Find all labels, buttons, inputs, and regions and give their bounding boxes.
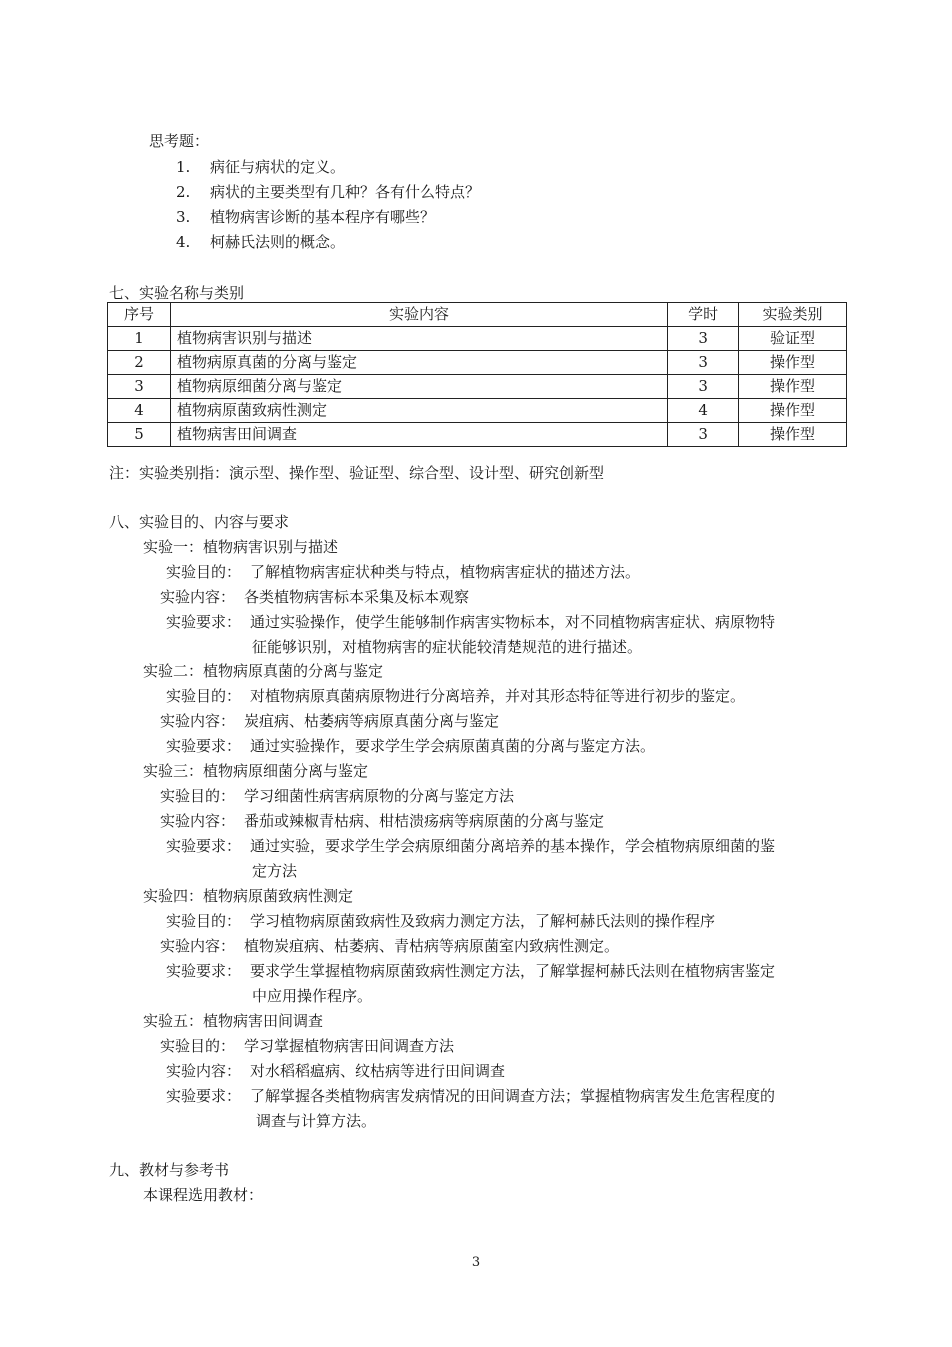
experiment-purpose-label: 实验目的：: [160, 787, 236, 805]
experiment-title: 实验四：植物病原菌致病性测定: [143, 887, 354, 905]
experiment-content-label: 实验内容：: [166, 1062, 242, 1080]
question-text: 病状的主要类型有几种？各有什么特点？: [210, 183, 481, 201]
cell-content: 植物病原菌致病性测定: [170, 399, 667, 423]
experiment-req-line1: 了解掌握各类植物病害发病情况的田间调查方法；掌握植物病害发生危害程度的: [250, 1087, 776, 1105]
cell-seq: 5: [108, 423, 171, 447]
cell-type: 操作型: [739, 375, 847, 399]
experiment-req-label: 实验要求：: [166, 837, 242, 855]
cell-content: 植物病害识别与描述: [170, 327, 667, 351]
cell-type: 操作型: [739, 423, 847, 447]
section7-heading: 七、实验名称与类别: [109, 284, 245, 302]
experiment-req-label: 实验要求：: [166, 962, 242, 980]
experiment-req-line1: 通过实验操作，使学生能够制作病害实物标本，对不同植物病害症状、病原物特: [250, 613, 776, 631]
experiment-purpose: 了解植物病害症状种类与特点，植物病害症状的描述方法。: [250, 563, 641, 581]
experiment-purpose-label: 实验目的：: [160, 1037, 236, 1055]
cell-type: 验证型: [739, 327, 847, 351]
cell-content: 植物病害田间调查: [170, 423, 667, 447]
cell-seq: 1: [108, 327, 171, 351]
questions-heading: 思考题：: [149, 132, 210, 150]
experiment-purpose: 对植物病原真菌病原物进行分离培养，并对其形态特征等进行初步的鉴定。: [250, 687, 746, 705]
experiment-req-line2: 定方法: [252, 862, 298, 880]
question-num: 1.: [176, 158, 191, 176]
cell-seq: 2: [108, 351, 171, 375]
experiment-title: 实验一：植物病害识别与描述: [143, 538, 339, 556]
header-cell: 实验类别: [739, 303, 847, 327]
question-text: 柯赫氏法则的概念。: [210, 233, 346, 251]
experiment-title: 实验二：植物病原真菌的分离与鉴定: [143, 662, 384, 680]
cell-hours: 3: [668, 351, 739, 375]
experiment-req-line1: 通过实验，要求学生学会病原细菌分离培养的基本操作，学会植物病原细菌的鉴: [250, 837, 776, 855]
cell-seq: 3: [108, 375, 171, 399]
cell-content: 植物病原真菌的分离与鉴定: [170, 351, 667, 375]
experiment-req-line1: 通过实验操作，要求学生学会病原菌真菌的分离与鉴定方法。: [250, 737, 656, 755]
experiment-req-line2: 调查与计算方法。: [256, 1112, 377, 1130]
experiment-content: 炭疽病、枯萎病等病原真菌分离与鉴定: [244, 712, 500, 730]
experiment-title: 实验五：植物病害田间调查: [143, 1012, 324, 1030]
cell-hours: 3: [668, 375, 739, 399]
table-row: [108, 423, 847, 447]
cell-hours: 3: [668, 423, 739, 447]
experiment-content: 植物炭疽病、枯萎病、青枯病等病原菌室内致病性测定。: [244, 937, 620, 955]
table-row: [108, 327, 847, 351]
experiment-content-label: 实验内容：: [160, 812, 236, 830]
experiment-table: [107, 302, 847, 447]
experiment-req-label: 实验要求：: [166, 737, 242, 755]
experiment-content-label: 实验内容：: [160, 588, 236, 606]
question-num: 2.: [176, 183, 191, 201]
header-cell: 实验内容: [170, 303, 667, 327]
experiment-title: 实验三：植物病原细菌分离与鉴定: [143, 762, 369, 780]
section9-sub: 本课程选用教材：: [143, 1186, 264, 1204]
header-cell: 学时: [668, 303, 739, 327]
experiment-content-label: 实验内容：: [160, 937, 236, 955]
experiment-req-label: 实验要求：: [166, 1087, 242, 1105]
question-num: 3.: [176, 208, 191, 226]
table-header-row: [108, 303, 847, 327]
header-cell: 序号: [108, 303, 171, 327]
question-text: 病征与病状的定义。: [210, 158, 346, 176]
experiment-req-line1: 要求学生掌握植物病原菌致病性测定方法，了解掌握柯赫氏法则在植物病害鉴定: [250, 962, 776, 980]
cell-type: 操作型: [739, 351, 847, 375]
cell-type: 操作型: [739, 399, 847, 423]
experiment-purpose-label: 实验目的：: [166, 912, 242, 930]
table-row: [108, 375, 847, 399]
section8-heading: 八、实验目的、内容与要求: [109, 513, 290, 531]
experiment-purpose: 学习植物病原菌致病性及致病力测定方法，了解柯赫氏法则的操作程序: [250, 912, 716, 930]
page-number: 3: [471, 1255, 481, 1270]
experiment-content: 番茄或辣椒青枯病、柑桔溃疡病等病原菌的分离与鉴定: [244, 812, 605, 830]
section9-heading: 九、教材与参考书: [109, 1161, 230, 1179]
table-row: [108, 399, 847, 423]
cell-hours: 3: [668, 327, 739, 351]
experiment-purpose: 学习细菌性病害病原物的分离与鉴定方法: [244, 787, 515, 805]
table-note: 注：实验类别指：演示型、操作型、验证型、综合型、设计型、研究创新型: [109, 464, 605, 482]
experiment-content-label: 实验内容：: [160, 712, 236, 730]
experiment-content: 各类植物病害标本采集及标本观察: [244, 588, 470, 606]
experiment-purpose: 学习掌握植物病害田间调查方法: [244, 1037, 455, 1055]
experiment-req-line2: 中应用操作程序。: [252, 987, 373, 1005]
question-num: 4.: [176, 233, 191, 251]
cell-hours: 4: [668, 399, 739, 423]
table-row: [108, 351, 847, 375]
question-text: 植物病害诊断的基本程序有哪些？: [210, 208, 436, 226]
experiment-purpose-label: 实验目的：: [166, 687, 242, 705]
experiment-content: 对水稻稻瘟病、纹枯病等进行田间调查: [250, 1062, 506, 1080]
experiment-req-line2: 征能够识别，对植物病害的症状能较清楚规范的进行描述。: [252, 638, 643, 656]
cell-seq: 4: [108, 399, 171, 423]
experiment-req-label: 实验要求：: [166, 613, 242, 631]
experiment-purpose-label: 实验目的：: [166, 563, 242, 581]
cell-content: 植物病原细菌分离与鉴定: [170, 375, 667, 399]
